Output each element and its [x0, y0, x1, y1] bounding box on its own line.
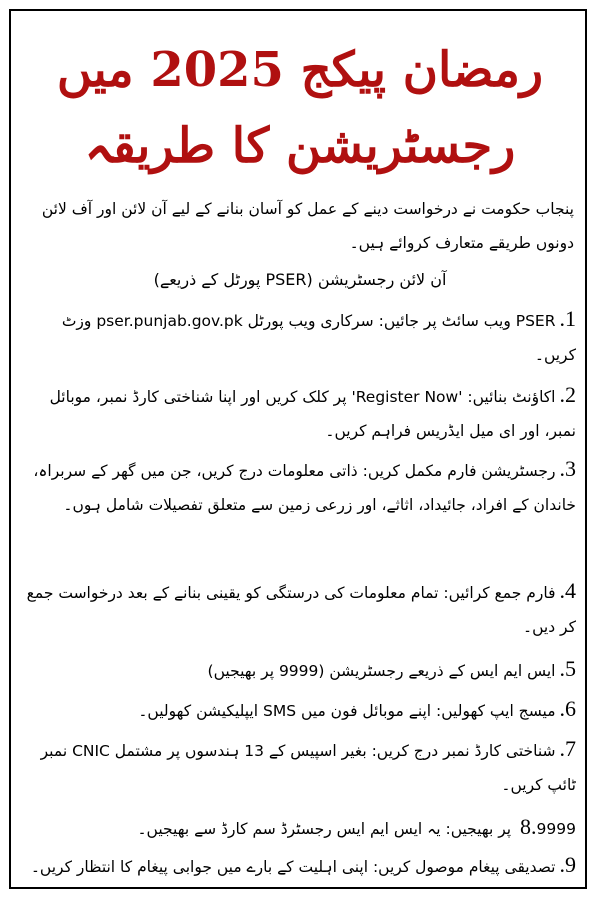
step-text: فارم جمع کرائیں: تمام معلومات کی درستگی کو یقینی بنانے کے بعد درخواست جمع کر دیں۔	[26, 584, 576, 636]
step-number: 5.	[559, 656, 576, 681]
step-number: 2.	[559, 382, 576, 407]
step-text: شناختی کارڈ نمبر درج کریں: بغیر اسپیس کے 13 ہندسوں پر مشتمل CNIC نمبر ٹائپ کریں۔	[40, 742, 576, 794]
step-8	[24, 810, 576, 846]
step-5	[24, 652, 576, 688]
step-number: 1.	[559, 306, 576, 331]
step-text: PSER ویب سائٹ پر جائیں: سرکاری ویب پورٹل pser.punjab.gov.pk وزٹ کریں۔	[61, 312, 576, 364]
step-number: 6.	[559, 696, 576, 721]
step-text: ایس ایم ایس کے ذریعے رجسٹریشن (9999 پر بھیجیں)	[207, 662, 556, 680]
step-text: 9999 پر بھیجیں: یہ ایس ایم ایس رجسٹرڈ سم کارڈ سے بھیجیں۔	[137, 820, 576, 838]
step-text: تصدیقی پیغام موصول کریں: اپنی اہلیت کے بارے میں جوابی پیغام کا انتظار کریں۔	[30, 858, 556, 876]
intro-paragraph: پنجاب حکومت نے درخواست دینے کے عمل کو آسان بنانے کے لیے آن لائن اور آف لائن دونوں طریقے متعارف کروائے ہیں۔	[41, 200, 574, 252]
step-number: 4.	[559, 578, 576, 603]
step-number: 3.	[559, 456, 576, 481]
step-number: 7.	[559, 736, 576, 761]
step-7	[24, 732, 576, 802]
page-title-line-1: رمضان پیکج 2025 میں	[56, 42, 544, 98]
step-number: 8.	[520, 814, 537, 839]
online-registration-heading: آن لائن رجسٹریشن (PSER پورٹل کے ذریعے)	[153, 270, 447, 289]
step-text: اکاؤنٹ بنائیں: 'Register Now' پر کلک کریں اور اپنا شناختی کارڈ نمبر، موبائل نمبر، اور ای میل ایڈریس فراہم کریں۔	[49, 388, 576, 440]
step-9	[24, 848, 576, 884]
step-3	[24, 452, 576, 522]
step-text: میسج ایپ کھولیں: اپنے موبائل فون میں SMS ایپلیکیشن کھولیں۔	[138, 702, 556, 720]
step-6	[24, 692, 576, 728]
page-title-line-2: رجسٹریشن کا طریقہ	[84, 118, 516, 174]
step-2	[24, 378, 576, 448]
step-1	[24, 302, 576, 372]
step-number: 9.	[559, 852, 576, 877]
step-text: رجسٹریشن فارم مکمل کریں: ذاتی معلومات درج کریں، جن میں گھر کے سربراہ، خاندان کے افراد، جائیداد، اثاثے، اور زرعی زمین سے متعلق تفصیلات شامل ہوں۔	[33, 462, 576, 514]
step-4	[24, 574, 576, 644]
